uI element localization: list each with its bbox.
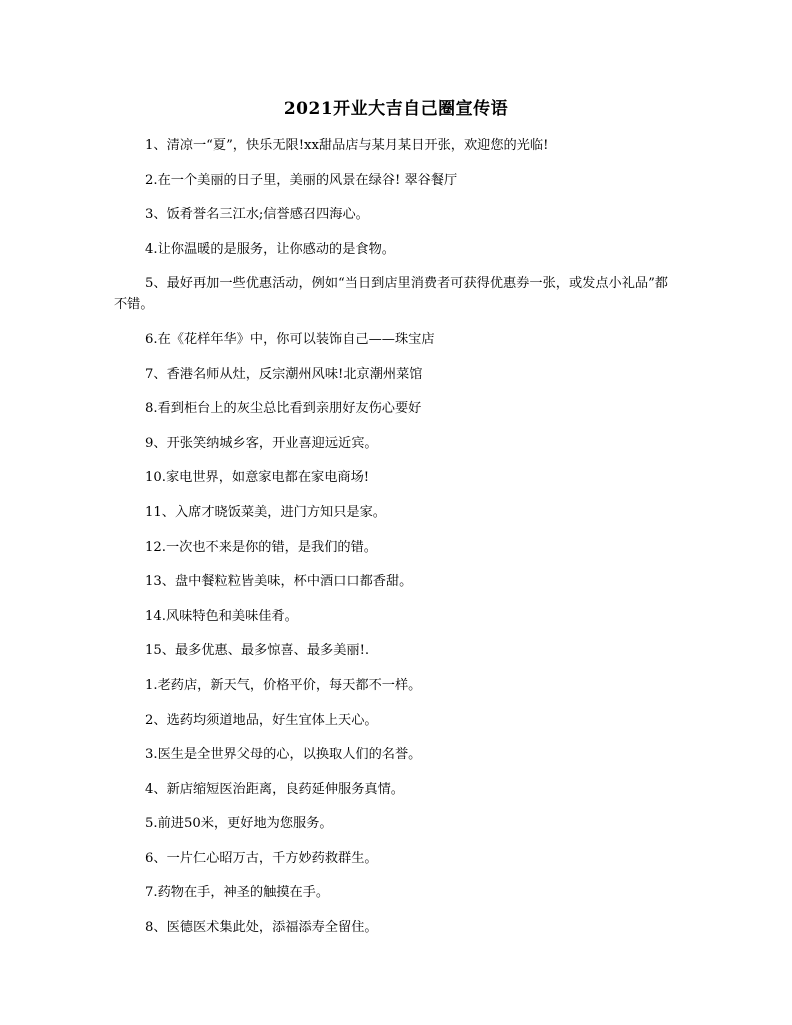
list-item: 4.让你温暖的是服务，让你感动的是食物。 bbox=[145, 241, 395, 257]
list-item: 5.前进50米，更好地为您服务。 bbox=[145, 816, 333, 832]
list-item: 10.家电世界，如意家电都在家电商场! bbox=[145, 470, 370, 486]
list-item: 6、一片仁心昭万古，千方妙药救群生。 bbox=[145, 850, 378, 866]
list-item: 7.药物在手，神圣的触摸在手。 bbox=[145, 885, 330, 901]
list-item: 14.风味特色和美味佳肴。 bbox=[145, 608, 298, 624]
document-title: 2021开业大吉自己圈宣传语 bbox=[283, 99, 509, 119]
list-item: 15、最多优惠、最多惊喜、最多美丽!. bbox=[145, 643, 370, 659]
list-item: 3、饭肴誉名三江水;信誉感召四海心。 bbox=[145, 207, 369, 223]
list-item: 2、选药均须道地品，好生宜体上天心。 bbox=[145, 712, 378, 728]
list-item: 11、入席才晓饭菜美，进门方知只是家。 bbox=[145, 504, 386, 520]
list-item: 6.在《花样年华》中，你可以装饰自己——珠宝店 bbox=[145, 331, 435, 347]
list-item: 5、最好再加一些优惠活动，例如“当日到店里消费者可获得优惠券一张，或发点小礼品”都不错。 bbox=[114, 276, 668, 313]
list-item: 1、清凉一“夏”，快乐无限!xx甜品店与某月某日开张，欢迎您的光临! bbox=[145, 138, 549, 153]
list-item: 8、医德医术集此处，添福添寿全留住。 bbox=[145, 920, 378, 936]
list-item: 1.老药店，新天气，价格平价，每天都不一样。 bbox=[145, 677, 422, 693]
list-item: 9、开张笑纳城乡客，开业喜迎远近宾。 bbox=[145, 435, 378, 451]
list-item: 8.看到柜台上的灰尘总比看到亲朋好友伤心要好 bbox=[145, 401, 422, 417]
list-item: 12.一次也不来是你的错，是我们的错。 bbox=[145, 539, 377, 555]
slogan-list bbox=[114, 135, 674, 952]
list-item: 3.医生是全世界父母的心，以换取人们的名誉。 bbox=[145, 747, 422, 763]
list-item: 13、盘中餐粒粒皆美味，杯中酒口口都香甜。 bbox=[145, 574, 413, 590]
list-item: 2.在一个美丽的日子里，美丽的风景在绿谷! 翠谷餐厅 bbox=[145, 172, 458, 188]
list-item: 4、新店缩短医治距离，良药延伸服务真情。 bbox=[145, 781, 404, 797]
list-item: 7、香港名师从灶，反宗潮州风味!北京潮州菜馆 bbox=[145, 366, 423, 382]
